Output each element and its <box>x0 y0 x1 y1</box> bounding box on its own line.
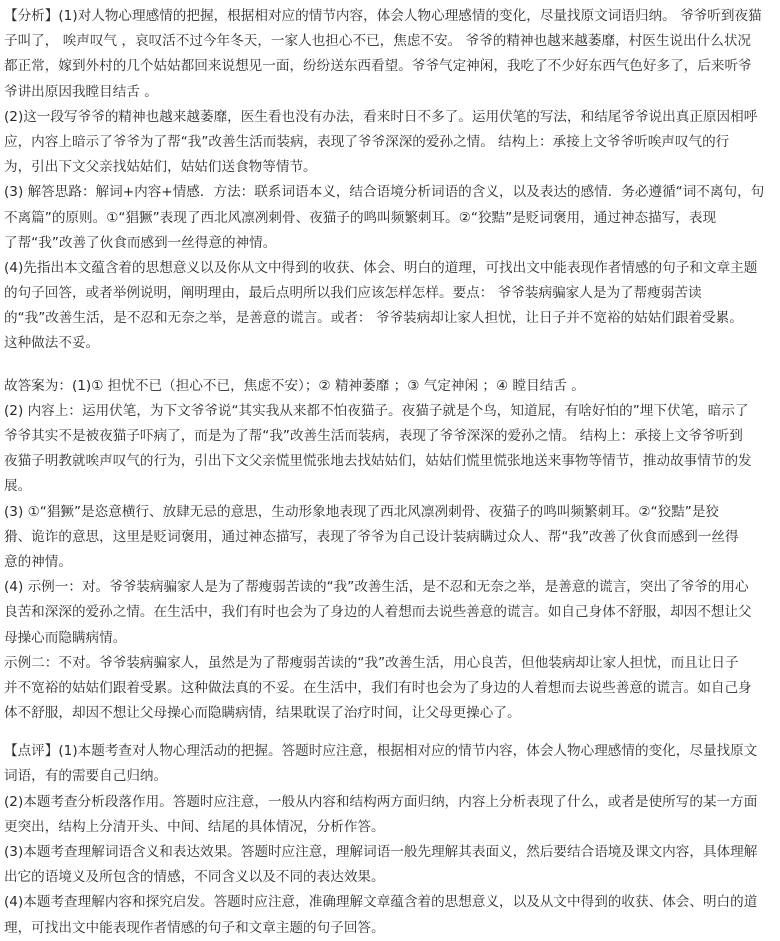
analysis-text-line: 【分析】(1)对人物心理感情的把握，根据相对应的情节内容，体会人物心理感情的变化，尽量找原文词语归纳。 爷爷听到夜猫 <box>4 8 762 24</box>
analysis-text-line: 的句子回答，或者举例说明，阐明理由，最后点明所以我们应该怎样怎样。要点： 爷爷装病骗家人是为了帮瘦弱苦读 <box>4 285 702 302</box>
answer-text-line: (2) 内容上：运用伏笔，为下文爷爷说“其实我从来都不怕夜猫子。夜猫子就是个鸟，知道屁，有啥好怕的”埋下伏笔，暗示了 <box>4 402 749 419</box>
answer-text-line: 示例二：不对。爷爷装病骗家人，虽然是为了帮瘦弱苦读的“我”改善生活，用心良苦，但他装病却让家人担忧，而且让日子 <box>4 654 739 671</box>
analysis-text-line: 应，内容上暗示了爷爷为了帮“我”改善生活而装病，表现了爷爷深深的爱孙之情。 结构上：承接上文爷爷听唉声叹气的行 <box>4 133 730 150</box>
analysis-text-line: (4)先指出本文蕴含着的思想意义以及你从文中得到的收获、体会、明白的道理，可找出文中能表现作者情感的句子和文章主题 <box>4 259 758 276</box>
answer-text-line: 夜猫子明教就唉声叹气的行为，引出下文父亲慌里慌张地去找姑姑们，姑姑们慌里慌张地送来事物等情节，推动故事情节的发 <box>4 453 752 470</box>
analysis-text-line: 子叫了， 唉声叹气 ，哀叹活不过今年冬天，一家人也担心不已，焦虑不安。 爷爷的精神也越来越萎靡，村医生说出什么状况 <box>4 33 752 50</box>
answer-text-line: 爷爷其实不是被夜猫子吓病了，而是为了帮“我”改善生活而装病，表现了爷爷深深的爱孙之情。 结构上：承接上文爷爷听到 <box>4 428 743 444</box>
answer-text-line: (3) ①“猖獗”是恣意横行、放肆无忌的意思，生动形象地表现了西北风凛冽刺骨、夜猫子的鸣叫频繁刺耳。②“狡黠”是狡 <box>4 503 720 520</box>
analysis-text-line: 这种做法不妥。 <box>4 335 100 352</box>
answer-text-line: 猾、诡诈的意思，这里是贬词褒用，通过神态描写，表现了爷爷为自己设计装病瞒过众人、帮“我”改善了伙食而感到一丝得 <box>4 528 739 545</box>
comment-text-line: (4)本题考查理解内容和探究启发。答题时应注意，准确理解文章蕴含着的思想意义，以及从文中得到的收获、体会、明白的道 <box>4 894 758 911</box>
answer-text-line: 体不舒服，却因不想让父母操心而隐瞒病情，结果耽误了治疗时间，让父母更操心了。 <box>4 705 521 722</box>
comment-text-line: 词语，有的需要自己归纳。 <box>4 768 168 785</box>
answer-text-line: 意的神情。 <box>4 553 72 570</box>
analysis-text-line: 了帮“我”改善了伙食而感到一丝得意的神情。 <box>4 234 277 251</box>
analysis-text-line: 的“我”改善生活，是不忍和无奈之举，是善意的谎言。或者： 爷爷装病却让家人担忧，让日子并不宽裕的姑姑们跟着受累。 <box>4 310 743 327</box>
analysis-text-line: 爷讲出原因我瞠目结舌 。 <box>4 83 158 100</box>
comment-section <box>4 739 778 941</box>
analysis-text-line: 不离篇”的原则。①“猖獗”表现了西北风凛冽刺骨、夜猫子的鸣叫频繁刺耳。②“狡黠”是贬词褒用，通过神态描写，表现 <box>4 209 717 226</box>
comment-text-line: 【点评】(1)本题考查对人物心理活动的把握。答题时应注意，根据相对应的情节内容，体会人物心理感情的变化，尽量找原文 <box>4 743 758 760</box>
comment-text-line: 理，可找出文中能表现作者情感的句子和文章主题的句子回答。 <box>4 919 385 936</box>
analysis-text-line: 为，引出下文父亲找姑姑们，姑姑们送食物等情节。 <box>4 159 317 176</box>
comment-text-line: (2)本题考查分析段落作用。答题时应注意，一般从内容和结构两方面归纳，内容上分析表现了什么，或者是使所写的某一方面 <box>4 793 758 810</box>
analysis-section <box>4 4 778 357</box>
comment-text-line: 出它的语境义及所包含的情感，不同含义以及不同的表达效果。 <box>4 869 385 886</box>
answer-text-line: 良苦和深深的爱孙之情。在生活中，我们有时也会为了身边的人着想而去说些善意的谎言。如自己身体不舒服，却因不想让父 <box>4 604 752 621</box>
analysis-text-line: (3) 解答思路：解词+内容+情感．方法：联系词语本义，结合语境分析词语的含义，以及表达的感情．务必遵循“词不离句，句 <box>4 184 765 201</box>
answer-text-line: 母操心而隐瞒病情。 <box>4 629 127 646</box>
answer-text-line: (4) 示例一：对。爷爷装病骗家人是为了帮瘦弱苦读的“我”改善生活，是不忍和无奈之举，是善意的谎言，突出了爷爷的用心 <box>4 579 749 596</box>
analysis-text-line: 都正常，嫁到外村的几个姑姑都回来说想见一面，纷纷送东西看望。爷爷气定神闲，我吃了不少好东西气色好多了，后来听爷 <box>4 58 752 75</box>
comment-text-line: 更突出，结构上分清开头、中间、结尾的具体情况，分析作答。 <box>4 818 385 835</box>
analysis-text-line: (2)这一段写爷爷的精神也越来越萎靡，医生看也没有办法，看来时日不多了。运用伏笔的写法，和结尾爷爷说出真正原因相呼 <box>4 108 758 125</box>
answer-section <box>4 374 778 727</box>
answer-text-line: 展。 <box>4 478 32 495</box>
section-gap <box>4 726 778 739</box>
answer-text-line: 并不宽裕的姑姑们跟着受累。这种做法真的不妥。在生活中，我们有时也会为了身边的人着想而去说些善意的谎言。如自己身 <box>4 679 752 696</box>
comment-text-line: (3)本题考查理解词语含义和表达效果。答题时应注意，理解词语一般先理解其表面义，然后要结合语境及课文内容，具体理解 <box>4 844 758 860</box>
section-gap <box>4 357 778 374</box>
answer-text-line: 故答案为：(1)① 担忧不已（担心不已，焦虑不安）；② 精神萎靡 ；③ 气定神闲 ；④ 瞠目结舌 。 <box>4 377 585 394</box>
